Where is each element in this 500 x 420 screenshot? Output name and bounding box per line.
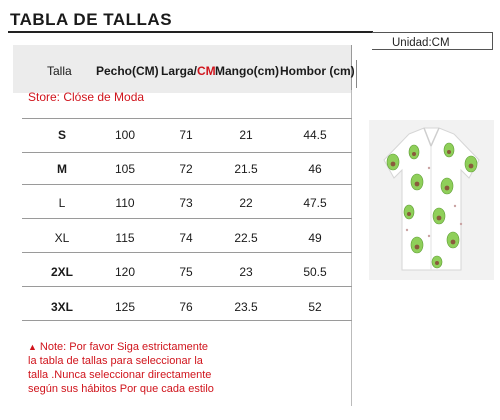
hombro-cell: 44.5	[303, 128, 327, 142]
row-divider	[22, 320, 352, 321]
mango-cell: 22.5	[234, 231, 258, 245]
page-title: TABLA DE TALLAS	[10, 10, 173, 29]
image-frame-line	[356, 60, 357, 88]
table-right-border	[351, 90, 352, 406]
warning-triangle-icon: ▲	[28, 342, 37, 352]
mango-cell: 23.5	[234, 300, 258, 314]
pecho-cell: 100	[114, 128, 136, 142]
mango-cell: 21	[239, 128, 253, 142]
mango-cell: 22	[239, 196, 253, 210]
pecho-cell: 110	[115, 196, 135, 210]
mango-cell: 21.5	[234, 162, 258, 176]
header-hombro: Hombor (cm)	[280, 64, 355, 78]
row-divider	[22, 184, 352, 185]
row-divider	[22, 152, 352, 153]
note-line: Note: Por favor Siga estrictamente	[39, 341, 209, 353]
mango-cell: 23	[239, 265, 253, 279]
note-line: según sus hábitos Por que cada estilo	[28, 383, 214, 395]
store-label: Store: Clóse de Moda	[28, 90, 145, 104]
note-line: la tabla de tallas para seleccionar la	[28, 355, 203, 367]
hombro-cell: 46	[308, 162, 322, 176]
note-line: talla .Nunca seleccionar directamente	[28, 369, 212, 381]
size-cell: L	[58, 196, 66, 210]
hombro-cell: 49	[308, 231, 322, 245]
header-larga-text: Larga/	[161, 64, 198, 78]
header-mango: Mango(cm)	[215, 64, 279, 78]
size-cell: XL	[54, 231, 70, 245]
header-larga-cm: CM	[197, 64, 216, 78]
unit-label: Unidad:CM	[392, 37, 450, 49]
row-divider	[22, 218, 352, 219]
row-divider	[22, 286, 352, 287]
larga-cell: 71	[179, 128, 193, 142]
larga-cell: 75	[179, 265, 193, 279]
pecho-cell: 105	[114, 162, 136, 176]
larga-cell: 72	[179, 162, 193, 176]
header-larga	[161, 64, 216, 78]
larga-cell: 73	[179, 196, 193, 210]
size-cell: M	[57, 162, 67, 176]
shirt-illustration	[369, 120, 494, 280]
product-image	[369, 120, 494, 280]
larga-cell: 76	[179, 300, 193, 314]
hombro-cell: 47.5	[303, 196, 327, 210]
row-divider	[22, 252, 352, 253]
hombro-cell: 52	[308, 300, 322, 314]
size-cell: S	[57, 128, 66, 142]
pecho-cell: 125	[114, 300, 136, 314]
header-talla: Talla	[47, 64, 72, 78]
size-note	[28, 340, 228, 396]
larga-cell: 74	[179, 231, 193, 245]
size-cell: 2XL	[50, 265, 73, 279]
hombro-cell: 50.5	[303, 265, 327, 279]
pecho-cell: 120	[114, 265, 136, 279]
title-underline	[8, 31, 373, 33]
size-cell: 3XL	[50, 300, 73, 314]
header-pecho: Pecho(CM)	[96, 64, 159, 78]
row-divider	[22, 118, 352, 119]
pecho-cell: 115	[115, 231, 135, 245]
